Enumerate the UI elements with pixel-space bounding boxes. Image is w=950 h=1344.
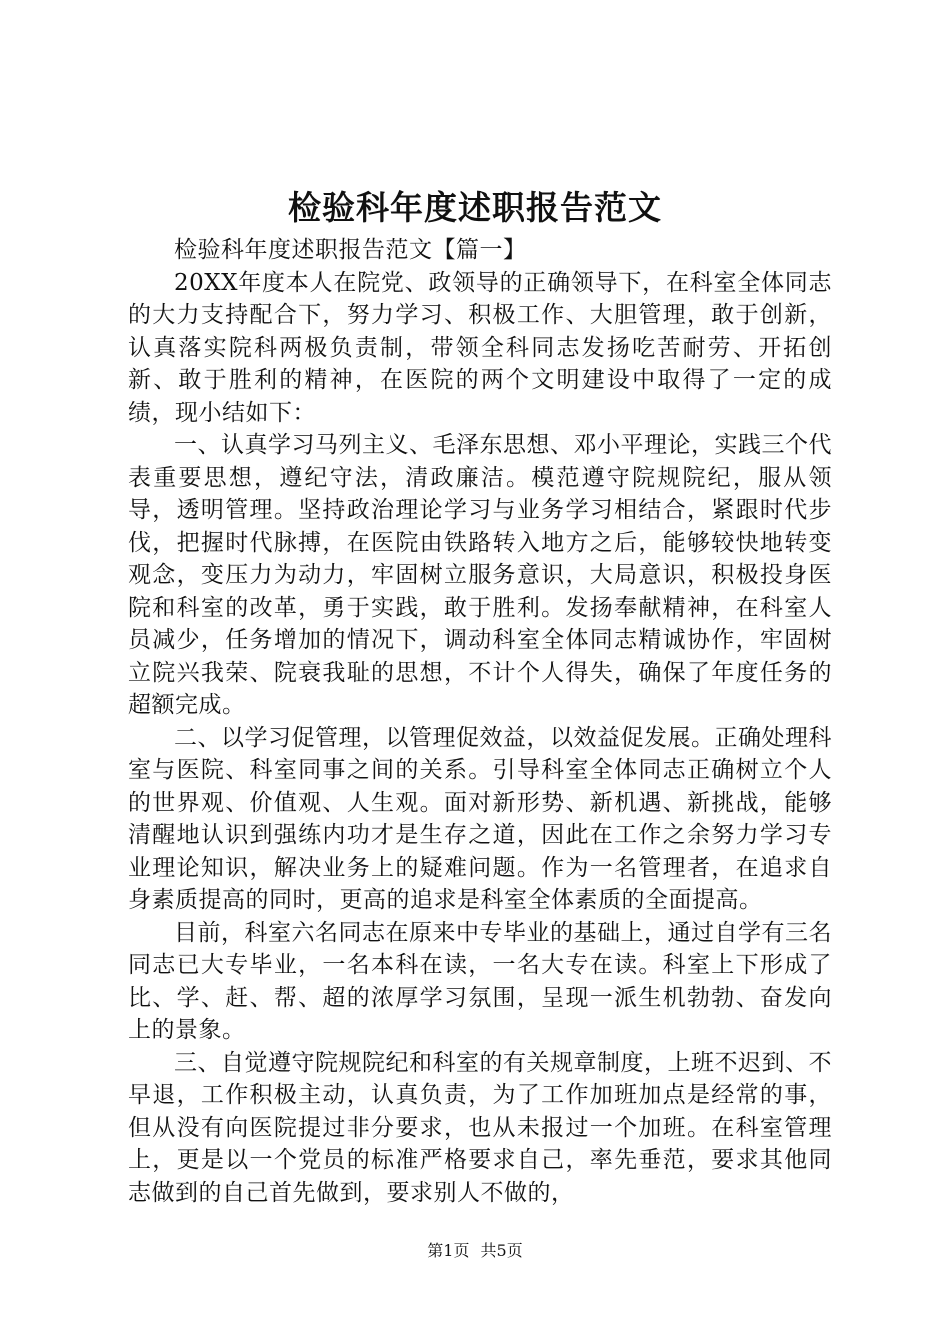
paragraph: 二、以学习促管理，以管理促效益，以效益促发展。正确处理科室与医院、科室同事之间的关系。引导科室全体同志正确树立个人的世界观、价值观、人生观。面对新形势、新机遇、新挑战，能够清醒地认识到强练内功才是生存之道，因此在工作之余努力学习专业理论知识，解决业务上的疑难问题。作为一名管理者，在追求自身素质提高的同时，更高的追求是科室全体素质的全面提高。 [128, 724, 832, 913]
paragraph: 目前，科室六名同志在原来中专毕业的基础上，通过自学有三名同志已大专毕业，一名本科在读，一名大专在读。科室上下形成了比、学、赶、帮、超的浓厚学习氛围，呈现一派生机勃勃、奋发向上的景象。 [128, 919, 832, 1043]
page-footer [0, 1240, 950, 1262]
document-title: 检验科年度述职报告范文 [288, 188, 662, 227]
paragraph: 一、认真学习马列主义、毛泽东思想、邓小平理论，实践三个代表重要思想，遵纪守法，清政廉洁。模范遵守院规院纪，服从领导，透明管理。坚持政治理论学习与业务学习相结合，紧跟时代步伐，把握时代脉搏，在医院由铁路转入地方之后，能够较快地转变观念，变压力为动力，牢固树立服务意识，大局意识，积极投身医院和科室的改革，勇于实践，敢于胜利。发扬奉献精神，在科室人员减少，任务增加的情况下，调动科室全体同志精诚协作，牢固树立院兴我荣、院衰我耻的思想，不计个人得失，确保了年度任务的超额完成。 [128, 432, 832, 718]
page-number: 第1页 [427, 1241, 470, 1260]
paragraph: 三、自觉遵守院规院纪和科室的有关规章制度，上班不迟到、不早退，工作积极主动，认真负责，为了工作加班加点是经常的事，但从没有向医院提过非分要求，也从未报过一个加班。在科室管理上，更是以一个党员的标准严格要求自己，率先垂范，要求其他同志做到的自己首先做到，要求别人不做的， [128, 1049, 832, 1206]
page-total: 共5页 [480, 1241, 523, 1260]
paragraph-heading: 检验科年度述职报告范文【篇一】 [174, 237, 527, 263]
paragraph: 20XX年度本人在院党、政领导的正确领导下，在科室全体同志的大力支持配合下，努力学习、积极工作、大胆管理，敢于创新，认真落实院科两极负责制，带领全科同志发扬吃苦耐劳、开拓创新、敢于胜利的精神，在医院的两个文明建设中取得了一定的成绩，现小结如下： [128, 269, 832, 426]
document-body [128, 234, 832, 1209]
